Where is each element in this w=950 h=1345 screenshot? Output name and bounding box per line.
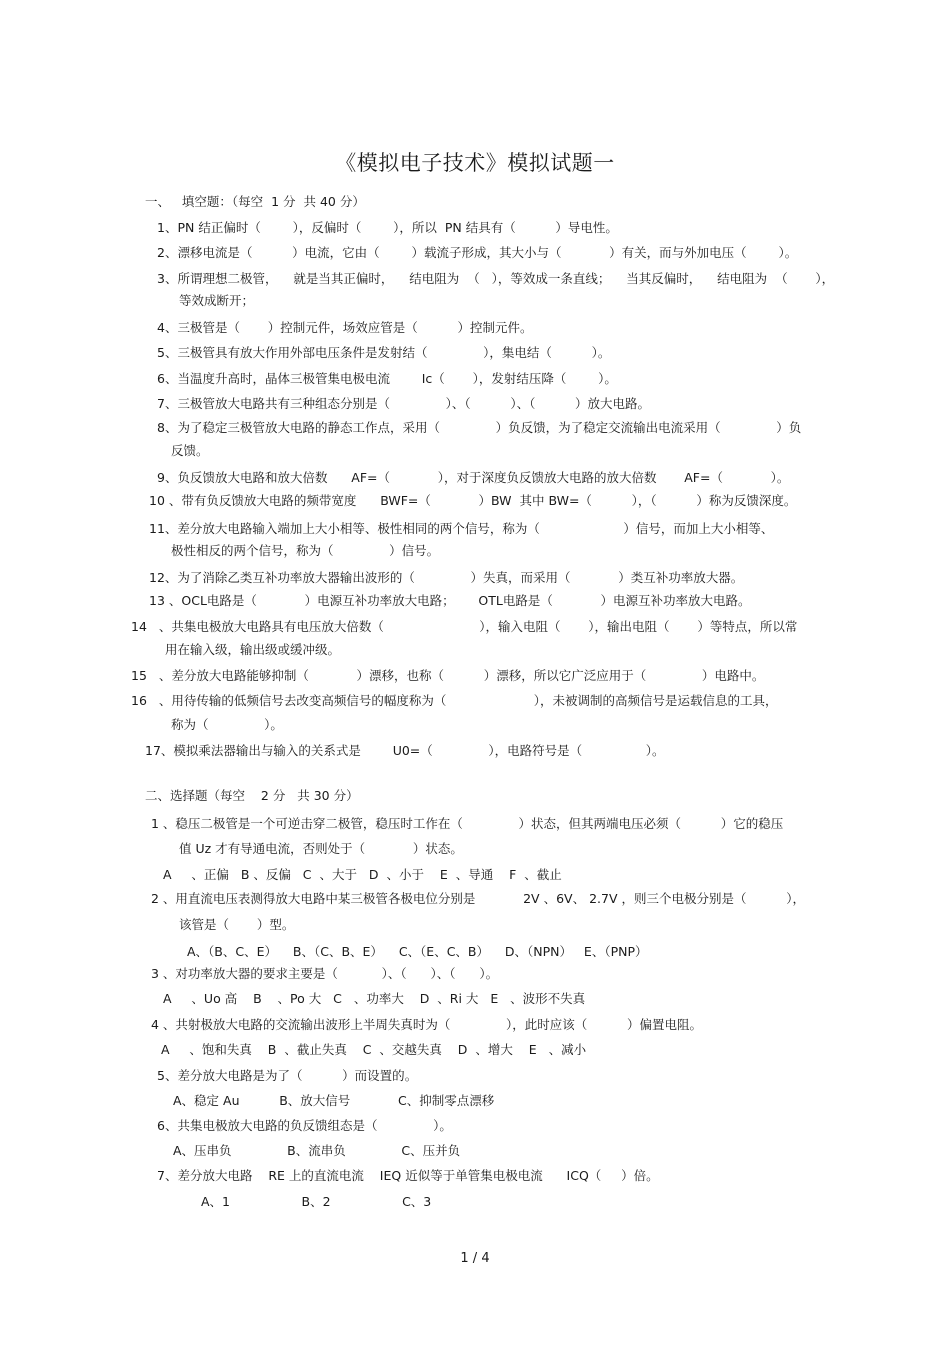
s2-q2-options: A、（B、C、E） B、（C、B、E） C、（E、C、B） D、（NPN） E、（PNP）	[187, 944, 648, 959]
s1-q10: 10 、带有负反馈放大电路的频带宽度 BWF=（ ）BW 其中 BW=（ ），（ ）称为反馈深度。	[149, 493, 797, 508]
page-title: 《模拟电子技术》模拟试题一	[335, 151, 615, 175]
s2-q3: 3 、对功率放大器的要求主要是（ ）、（ ）、（ ）。	[151, 966, 499, 981]
page-number: 1 / 4	[460, 1251, 490, 1266]
s2-q1-cont: 值 Uz 才有导通电流，否则处于（ ）状态。	[179, 841, 463, 856]
s1-q16: 16 、用待传输的低频信号去改变高频信号的幅度称为（ ），未被调制的高频信号是运载信息的工具，	[131, 693, 778, 708]
s2-q7-options: A、1 B、2 C、3	[201, 1194, 432, 1209]
section1-heading: 一、 填空题：（每空 1 分 共 40 分）	[145, 194, 365, 209]
s1-q3-cont: 等效成断开；	[179, 293, 255, 308]
s1-q11: 11、差分放大电路输入端加上大小相等、极性相同的两个信号，称为（ ）信号，而加上大小相等、	[149, 521, 774, 536]
s2-q2-cont: 该管是（ ）型。	[179, 917, 295, 932]
s2-q1-options: A 、正偏 B 、反偏 C 、大于 D 、小于 E 、导通 F 、截止	[163, 867, 562, 882]
s2-q1: 1 、稳压二极管是一个可逆击穿二极管，稳压时工作在（ ）状态，但其两端电压必须（ ）它的稳压	[151, 816, 784, 831]
s2-q6: 6、共集电极放大电路的负反馈组态是（ ）。	[157, 1118, 452, 1133]
s2-q7: 7、差分放大电路 RE 上的直流电流 IEQ 近似等于单管集电极电流 ICQ（ ）倍。	[157, 1168, 659, 1183]
s1-q8: 8、为了稳定三极管放大电路的静态工作点，采用（ ）负反馈，为了稳定交流输出电流采用（ ）负	[157, 420, 802, 435]
s1-q16-cont: 称为（ ）。	[171, 717, 283, 732]
s2-q5-options: A、稳定 Au B、放大信号 C、抑制零点漂移	[173, 1093, 495, 1108]
s1-q5: 5、三极管具有放大作用外部电压条件是发射结（ ），集电结（ ）。	[157, 345, 611, 360]
s1-q11-cont: 极性相反的两个信号，称为（ ）信号。	[171, 543, 440, 558]
s2-q6-options: A、压串负 B、流串负 C、压并负	[173, 1143, 461, 1158]
s1-q17: 17、模拟乘法器输出与输入的关系式是 U0=（ ），电路符号是（ ）。	[145, 743, 665, 758]
s1-q2: 2、漂移电流是（ ）电流，它由（ ）载流子形成，其大小与（ ）有关，而与外加电压（ ）。	[157, 245, 798, 260]
s1-q8-cont: 反馈。	[171, 443, 209, 458]
s1-q7: 7、三极管放大电路共有三种组态分别是（ ）、（ ）、（ ）放大电路。	[157, 396, 651, 411]
s1-q6: 6、当温度升高时，晶体三极管集电极电流 Ic（ ），发射结压降（ ）。	[157, 371, 617, 386]
s1-q14-cont: 用在输入级，输出级或缓冲级。	[165, 642, 341, 657]
s1-q14: 14 、共集电极放大电路具有电压放大倍数（ ），输入电阻（ ），输出电阻（ ）等特点，所以常	[131, 619, 798, 634]
section2-heading: 二、选择题（每空 2 分 共 30 分）	[145, 788, 359, 803]
s2-q5: 5、差分放大电路是为了（ ）而设置的。	[157, 1068, 418, 1083]
s2-q4: 4 、共射极放大电路的交流输出波形上半周失真时为（ ），此时应该（ ）偏置电阻。	[151, 1017, 703, 1032]
s1-q9: 9、负反馈放大电路和放大倍数 AF=（ ），对于深度负反馈放大电路的放大倍数 AF=（ ）。	[157, 470, 790, 485]
s1-q13: 13 、OCL电路是（ ）电源互补功率放大电路； OTL电路是（ ）电源互补功率放大电路。	[149, 593, 751, 608]
s2-q2: 2 、用直流电压表测得放大电路中某三极管各极电位分别是 2V 、6V、 2.7V ，则三个电极分别是（ ），	[151, 891, 805, 906]
s1-q15: 15 、差分放大电路能够抑制（ ）漂移，也称（ ）漂移，所以它广泛应用于（ ）电路中。	[131, 668, 765, 683]
s1-q4: 4、三极管是（ ）控制元件，场效应管是（ ）控制元件。	[157, 320, 533, 335]
s1-q1: 1、PN 结正偏时（ ），反偏时（ ），所以 PN 结具有（ ）导电性。	[157, 220, 618, 235]
s2-q3-options: A 、Uo 高 B 、Po 大 C 、功率大 D 、Ri 大 E 、波形不失真	[163, 991, 586, 1006]
s1-q12: 12、为了消除乙类互补功率放大器输出波形的（ ）失真，而采用（ ）类互补功率放大器。	[149, 570, 744, 585]
s2-q4-options: A 、饱和失真 B 、截止失真 C 、交越失真 D 、增大 E 、减小	[161, 1042, 587, 1057]
s1-q3: 3、所谓理想二极管， 就是当其正偏时， 结电阻为 （ ），等效成一条直线； 当其反偏时， 结电阻为 （ ），	[157, 271, 835, 286]
